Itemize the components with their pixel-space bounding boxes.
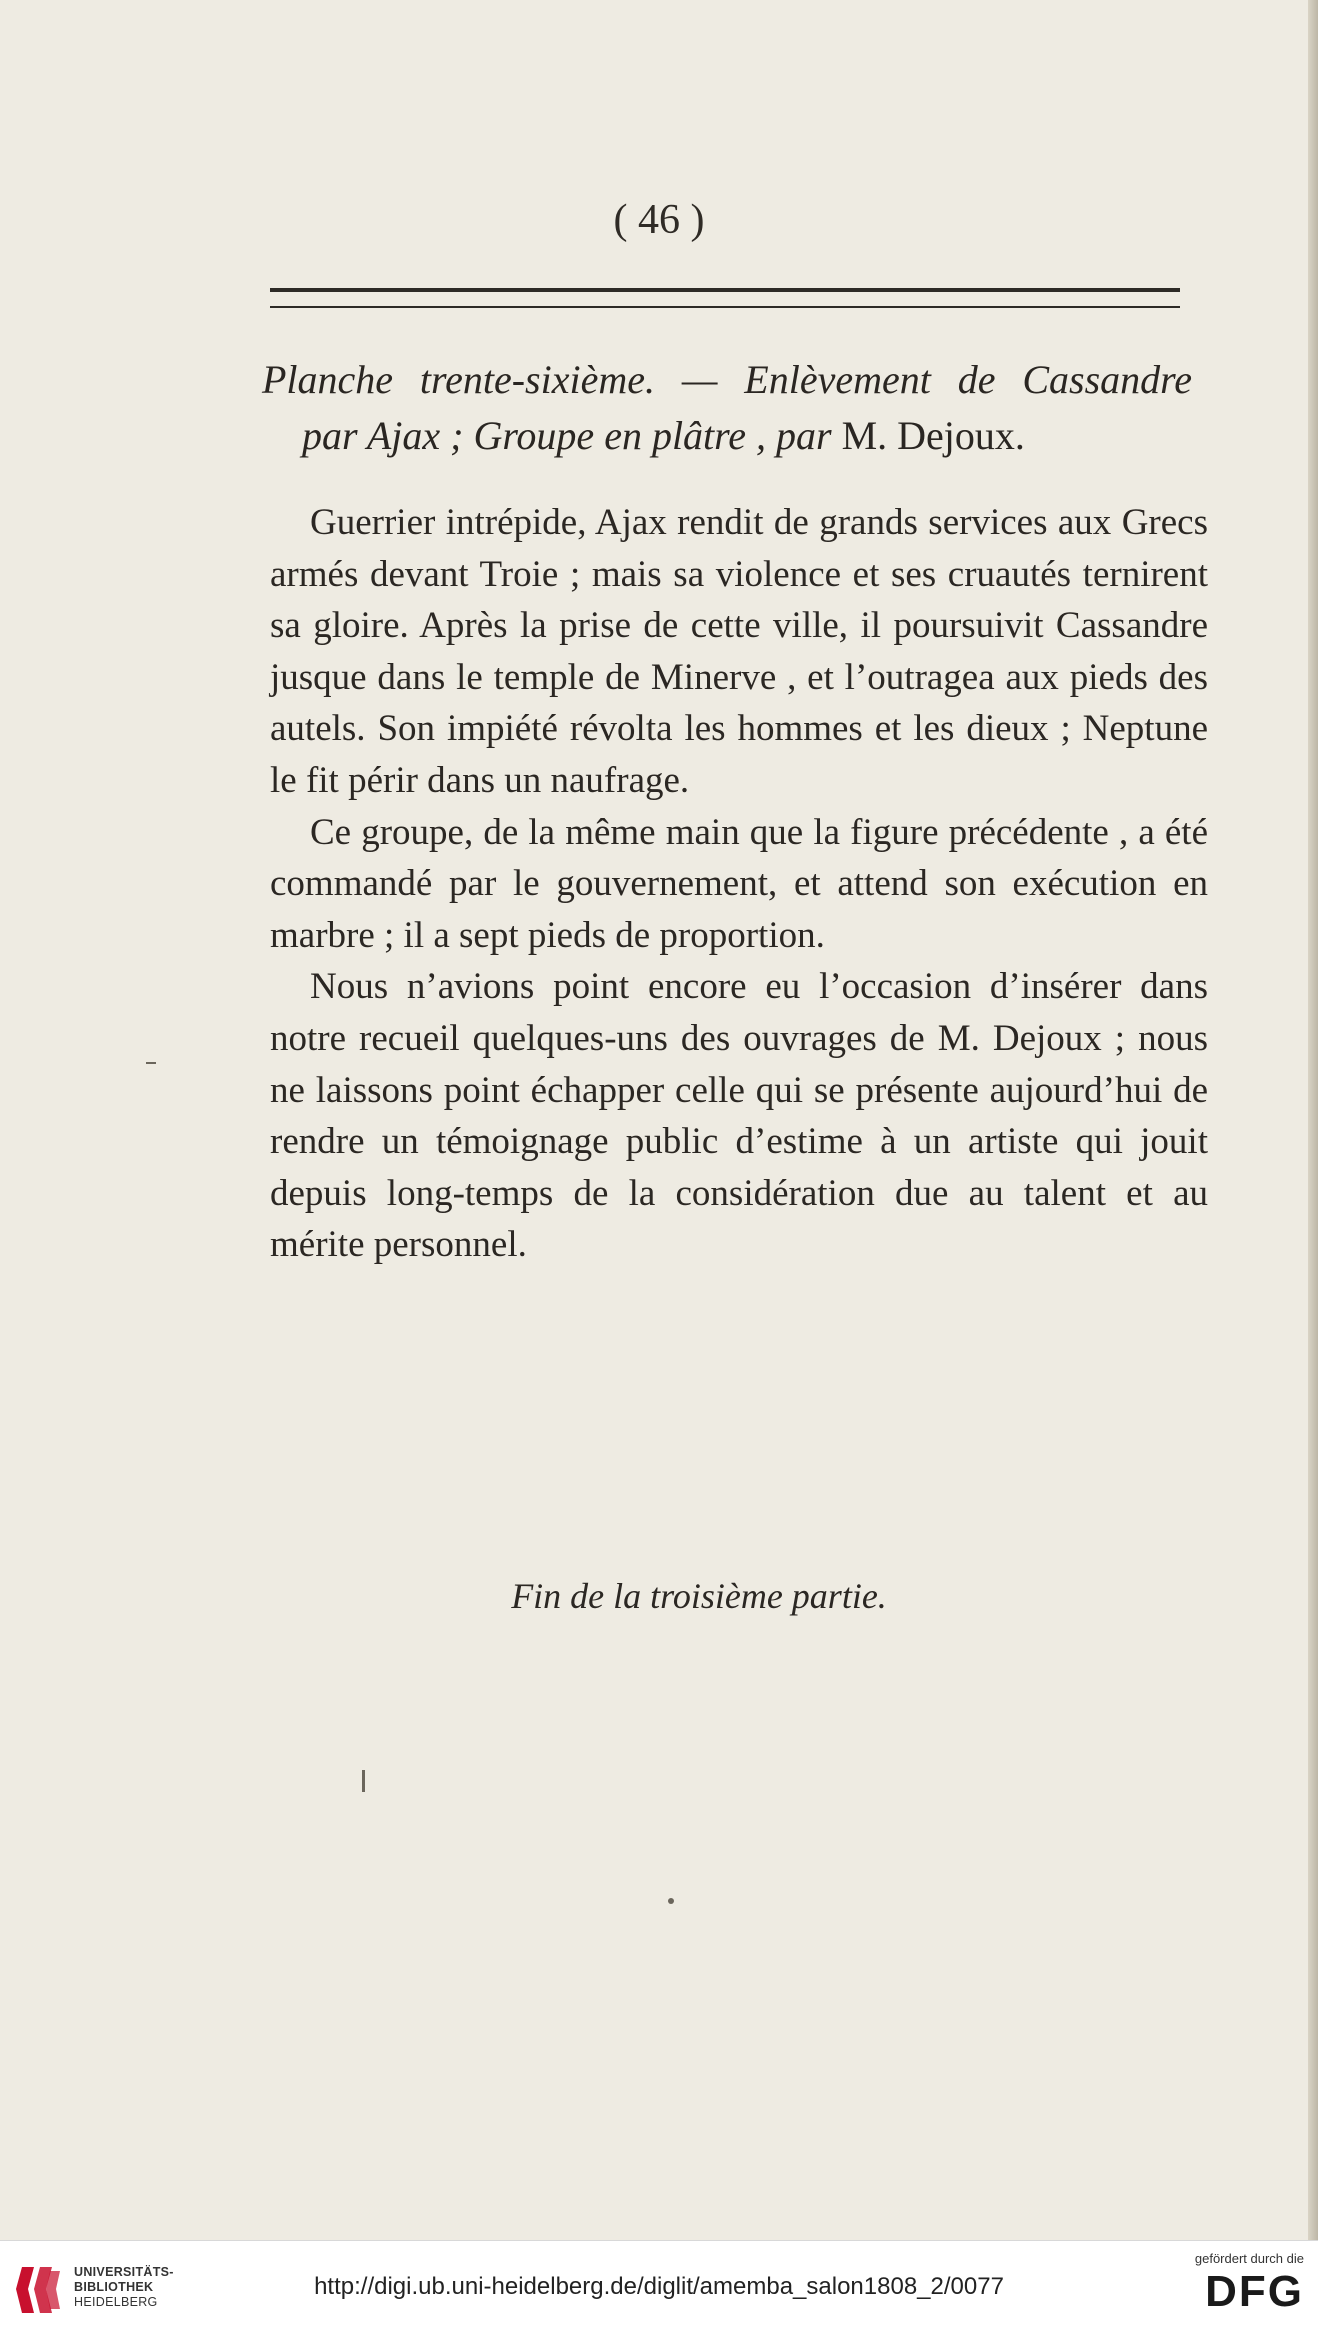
paragraph-3: Nous n’avions point encore eu l’occasion d’insérer dans notre recueil quelques-uns des ouvrages de M. Dejoux ; nous ne laissons point échapper celle qui se présente aujourd’hui de rendre un témoignage public d’estime à un artiste qui jouit depuis long-temps de la considération due au talent et au mérite personnel. <box>270 966 1208 1266</box>
plate-title <box>262 352 1192 464</box>
plate-title-author: M. Dejoux. <box>841 413 1025 458</box>
funding-caption: gefördert durch die <box>1194 2251 1304 2266</box>
stray-mark <box>668 1898 674 1904</box>
stray-mark <box>146 1062 156 1064</box>
part-ending: Fin de la troisième partie. <box>511 1576 887 1616</box>
header-rule-thin <box>270 306 1180 308</box>
page-number: ( 46 ) <box>613 197 705 243</box>
paragraph-1: Guerrier intrépide, Ajax rendit de grands services aux Grecs armés devant Troie ; mais sa violence et ses cruautés ternirent sa gloire. Après la prise de cette ville, il poursuivit Cassandre jusque dans le temple de Minerve , et l’outragea aux pieds des autels. Son impiété révolta les hommes et les dieux ; Neptune le fit périr dans un naufrage. <box>270 502 1208 801</box>
dfg-logo: DFG <box>1205 2267 1304 2316</box>
plate-title-label: Planche trente-sixième. — Enlèvement de Cassandre <box>262 357 1192 402</box>
plate-title-subtitle-italic: par Ajax ; Groupe en plâtre , par <box>302 413 832 458</box>
funder-block[interactable] <box>1164 2251 1304 2316</box>
header-rule-thick <box>270 288 1180 292</box>
page-edge <box>1308 0 1318 2240</box>
library-line-2: BIBLIOTHEK <box>74 2280 154 2294</box>
library-line-3: HEIDELBERG <box>74 2295 158 2309</box>
permalink-url[interactable]: http://digi.ub.uni-heidelberg.de/diglit/amemba_salon1808_2/0077 <box>314 2273 1004 2300</box>
paragraph-2: Ce groupe, de la même main que la figure précédente , a été commandé par le gouvernement, et attend son exécution en marbre ; il a sept pieds de proportion. <box>270 811 1208 956</box>
footer-bar <box>0 2240 1318 2337</box>
body-text <box>270 497 1208 1271</box>
library-line-1: UNIVERSITÄTS- <box>74 2265 174 2279</box>
plate-title-subtitle <box>262 408 1192 464</box>
stray-mark <box>362 1770 365 1792</box>
